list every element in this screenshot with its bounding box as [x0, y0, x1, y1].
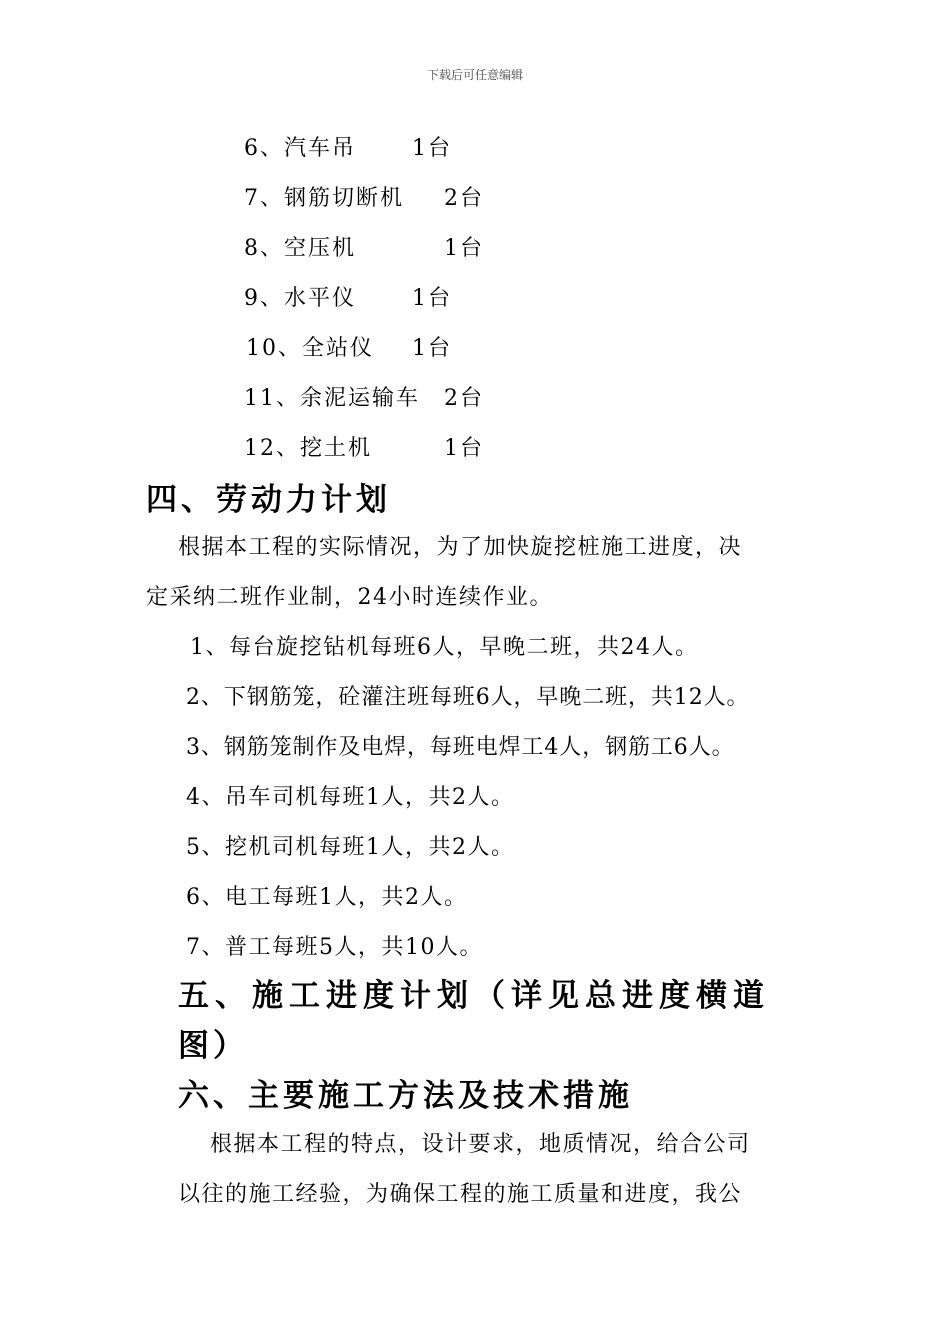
labor-intro-line-1: 根据本工程的实际情况，为了加快旋挖桩施工进度，决 — [178, 535, 743, 560]
equipment-item — [244, 134, 544, 164]
equipment-count: 1台 — [444, 436, 484, 461]
section-heading-schedule-line-2: 图） — [178, 1028, 248, 1064]
labor-item: 2、下钢筋笼，砼灌注班每班6人，早晚二班，共12人。 — [186, 685, 750, 710]
section-heading-labor-plan: 四、劳动力计划 — [146, 482, 391, 518]
equipment-name: 9、水平仪 — [244, 286, 356, 311]
methods-para-line-2: 以往的施工经验，为确保工程的施工质量和进度，我公 — [178, 1182, 743, 1207]
equipment-name: 7、钢筋切断机 — [244, 186, 404, 211]
page-header-note: 下载后可任意编辑 — [426, 68, 523, 82]
equipment-item — [244, 384, 544, 414]
labor-item: 4、吊车司机每班1人，共2人。 — [186, 785, 515, 810]
equipment-name: 8、空压机 — [244, 236, 356, 261]
equipment-item — [244, 284, 544, 314]
section-heading-methods: 六、主要施工方法及技术措施 — [178, 1078, 633, 1114]
equipment-item — [244, 434, 544, 464]
equipment-item — [244, 234, 544, 264]
equipment-count: 1台 — [412, 286, 452, 311]
labor-item: 7、普工每班5人，共10人。 — [186, 935, 483, 960]
methods-para-line-1: 根据本工程的特点，设计要求，地质情况，给合公司 — [210, 1132, 751, 1157]
equipment-name: 10、全站仪 — [246, 336, 374, 361]
equipment-count: 1台 — [412, 136, 452, 161]
labor-item: 3、钢筋笼制作及电焊，每班电焊工4人，钢筋工6人。 — [186, 735, 735, 760]
equipment-item — [246, 334, 546, 364]
equipment-name: 11、余泥运输车 — [244, 386, 420, 411]
equipment-item — [244, 184, 544, 214]
equipment-count: 2台 — [444, 186, 484, 211]
labor-item: 5、挖机司机每班1人，共2人。 — [186, 835, 515, 860]
equipment-count: 1台 — [444, 236, 484, 261]
equipment-name: 6、汽车吊 — [244, 136, 356, 161]
equipment-name: 12、挖土机 — [244, 436, 372, 461]
labor-item: 1、每台旋挖钻机每班6人，早晚二班，共24人。 — [190, 635, 699, 660]
section-heading-schedule-line-1: 五、施工进度计划（详见总进度横道 — [178, 978, 770, 1014]
labor-intro-line-2: 定采纳二班作业制，24小时连续作业。 — [146, 585, 553, 610]
equipment-count: 2台 — [444, 386, 484, 411]
equipment-count: 1台 — [412, 336, 452, 361]
labor-item: 6、电工每班1人，共2人。 — [186, 885, 468, 910]
